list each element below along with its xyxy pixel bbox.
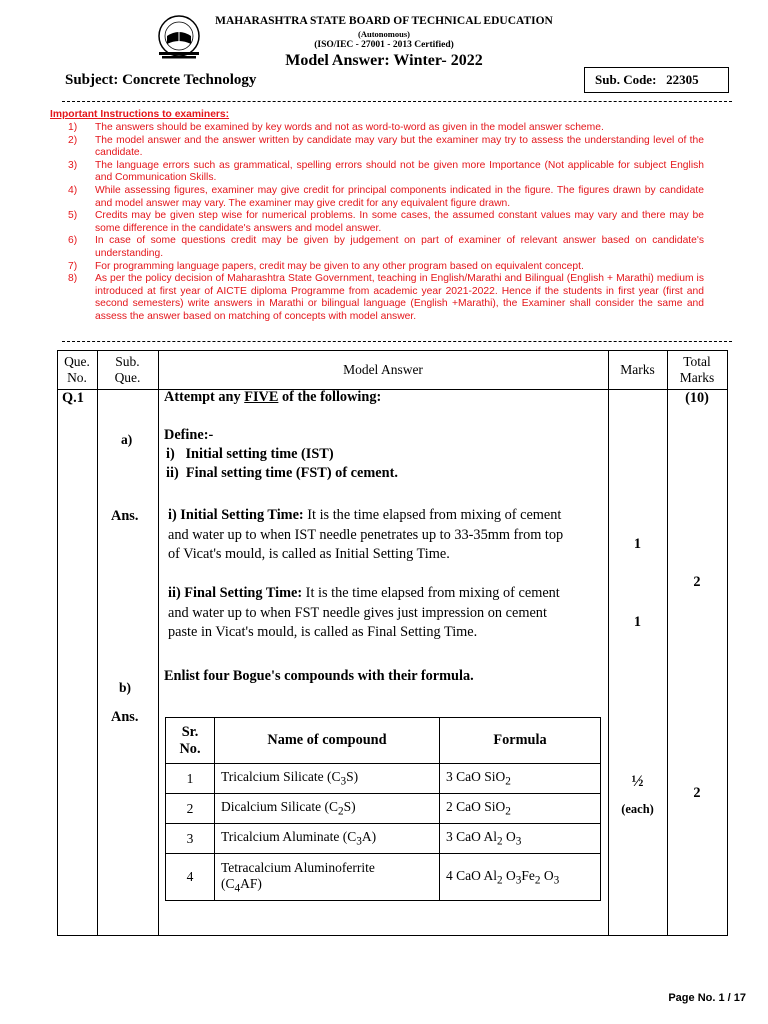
part-b-mark: ½ (631, 773, 644, 790)
col-formula: Formula (440, 718, 601, 764)
col-header-model-answer: Model Answer (343, 362, 423, 377)
table-row: 3 Tricalcium Aluminate $(C_3A)$ 3 CaO $Al_2$ $O_3$ (166, 824, 601, 854)
part-b-question: Enlist four Bogue's compounds with their formula. (164, 668, 474, 684)
question-instruction: Attempt any FIVE of the following: (164, 389, 382, 405)
instruction-item: 3) The language errors such as grammatical, spelling errors should not be given more Importance (Not applicable for subject English and Communication Skills. (68, 159, 704, 184)
fst-definition: ii) Final Setting Time: It is the time elapsed from mixing of cement and water up to when FST needle gives just impression on cement paste in Vicat's mould, is called as Final Setting Time. (168, 585, 560, 640)
table-col-line (667, 350, 668, 936)
part-b-total: 2 (693, 785, 701, 801)
instruction-item: 8) As per the policy decision of Maharashtra State Government, teaching in English/Marathi and Bilingual (English + Marathi) medium is introduced at first year of AICTE diploma Programme from academic year 2021-2022. Hence if the students in first year (first and second semesters) write answers in Marathi or bilingual language (English +Marathi), the Examiner shall consider the same and assess the answer based on matching of concepts with model answer. (68, 273, 704, 322)
part-a-mark-2: 1 (633, 614, 642, 630)
board-name: MAHARASHTRA STATE BOARD OF TECHNICAL EDUCATION (215, 15, 553, 27)
table-row: 1 Tricalcium Silicate $(C_3S)$ 3 CaO SiO$_2$ (166, 764, 601, 794)
table-col-line (57, 350, 58, 936)
col-header-sub-que: Sub. Que. (114, 354, 141, 385)
instruction-item: 5) Credits may be given step wise for numerical problems. In some cases, the assumed constant values may vary and there may be some difference in the candidate's answers and model answer. (68, 210, 704, 234)
part-a-ans-label: Ans. (111, 508, 139, 524)
part-b-ans-label: Ans. (111, 709, 139, 725)
instructions-divider (62, 341, 732, 342)
part-a-total: 2 (693, 574, 701, 590)
instruction-item: 2) The model answer and the answer written by candidate may vary but the examiner may try to assess the understanding level of the candidate. (68, 134, 704, 159)
header-divider (62, 101, 732, 102)
instruction-item: 4) While assessing figures, examiner may give credit for principal components indicated in the figure. The figures drawn by candidate and model answer may vary. The examiner may give credit for any equivalent figure drawn. (68, 184, 704, 209)
ist-definition: i) Initial Setting Time: It is the time elapsed from mixing of cement and water up to when IST needle penetrates up to 33-35mm from top of Vicat's mould, is called as Initial Setting Time. (168, 507, 564, 562)
instructions-list (68, 122, 704, 324)
instruction-item: 6) In case of some questions credit may be given by judgement on part of examiner of relevant answer based on candidate's understanding. (68, 235, 704, 259)
instructions-title: Important Instructions to examiners: (50, 109, 230, 120)
sub-code-value: 22305 (666, 72, 699, 87)
page-number: Page No. 1 / 17 (668, 992, 746, 1004)
question-number: Q.1 (62, 390, 84, 406)
col-compound-name: Name of compound (215, 718, 440, 764)
part-b-label: b) (119, 680, 132, 695)
col-header-total-marks: Total Marks (679, 354, 715, 385)
col-sr-no: Sr. No. (166, 718, 215, 764)
subject-title: Subject: Concrete Technology (65, 72, 257, 88)
certification-label: (ISO/IEC - 27001 - 2013 Certified) (314, 40, 454, 50)
part-a-mark-1: 1 (633, 536, 642, 552)
table-col-line (158, 350, 159, 936)
subject-code-box (584, 67, 729, 93)
col-header-que-no: Que. No. (64, 354, 90, 385)
bogue-compounds-table (165, 717, 601, 901)
part-a-label: a) (121, 432, 133, 447)
table-col-line (608, 350, 609, 936)
part-b-mark-note: (each) (621, 802, 654, 816)
col-header-marks: Marks (620, 362, 655, 377)
table-col-line (727, 350, 728, 936)
autonomous-label: (Autonomous) (358, 29, 410, 39)
table-row: 2 Dicalcium Silicate $(C_2S)$ 2 CaO SiO$_2$ (166, 794, 601, 824)
table-row: 4 Tetracalcium Aluminoferrite $(C_4AF)$ 4 CaO $Al_2$ $O_3Fe_2$ $O_3$ (166, 854, 601, 901)
compound-table-header (166, 718, 601, 764)
sub-code-label: Sub. Code: (595, 72, 657, 87)
part-a-item-1: i) Initial setting time (IST) (166, 446, 334, 462)
instruction-item: 7) For programming language papers, credit may be given to any other program based on equivalent concept. (68, 260, 584, 272)
table-col-line (97, 350, 98, 936)
question-total-marks: (10) (685, 390, 709, 406)
part-a-define: Define:- (164, 427, 214, 443)
exam-title: Model Answer: Winter- 2022 (285, 52, 483, 69)
part-a-item-2: ii) Final setting time (FST) of cement. (166, 465, 398, 481)
instruction-item: 1) The answers should be examined by key words and not as word-to-word as given in the model answer scheme. (68, 122, 604, 133)
